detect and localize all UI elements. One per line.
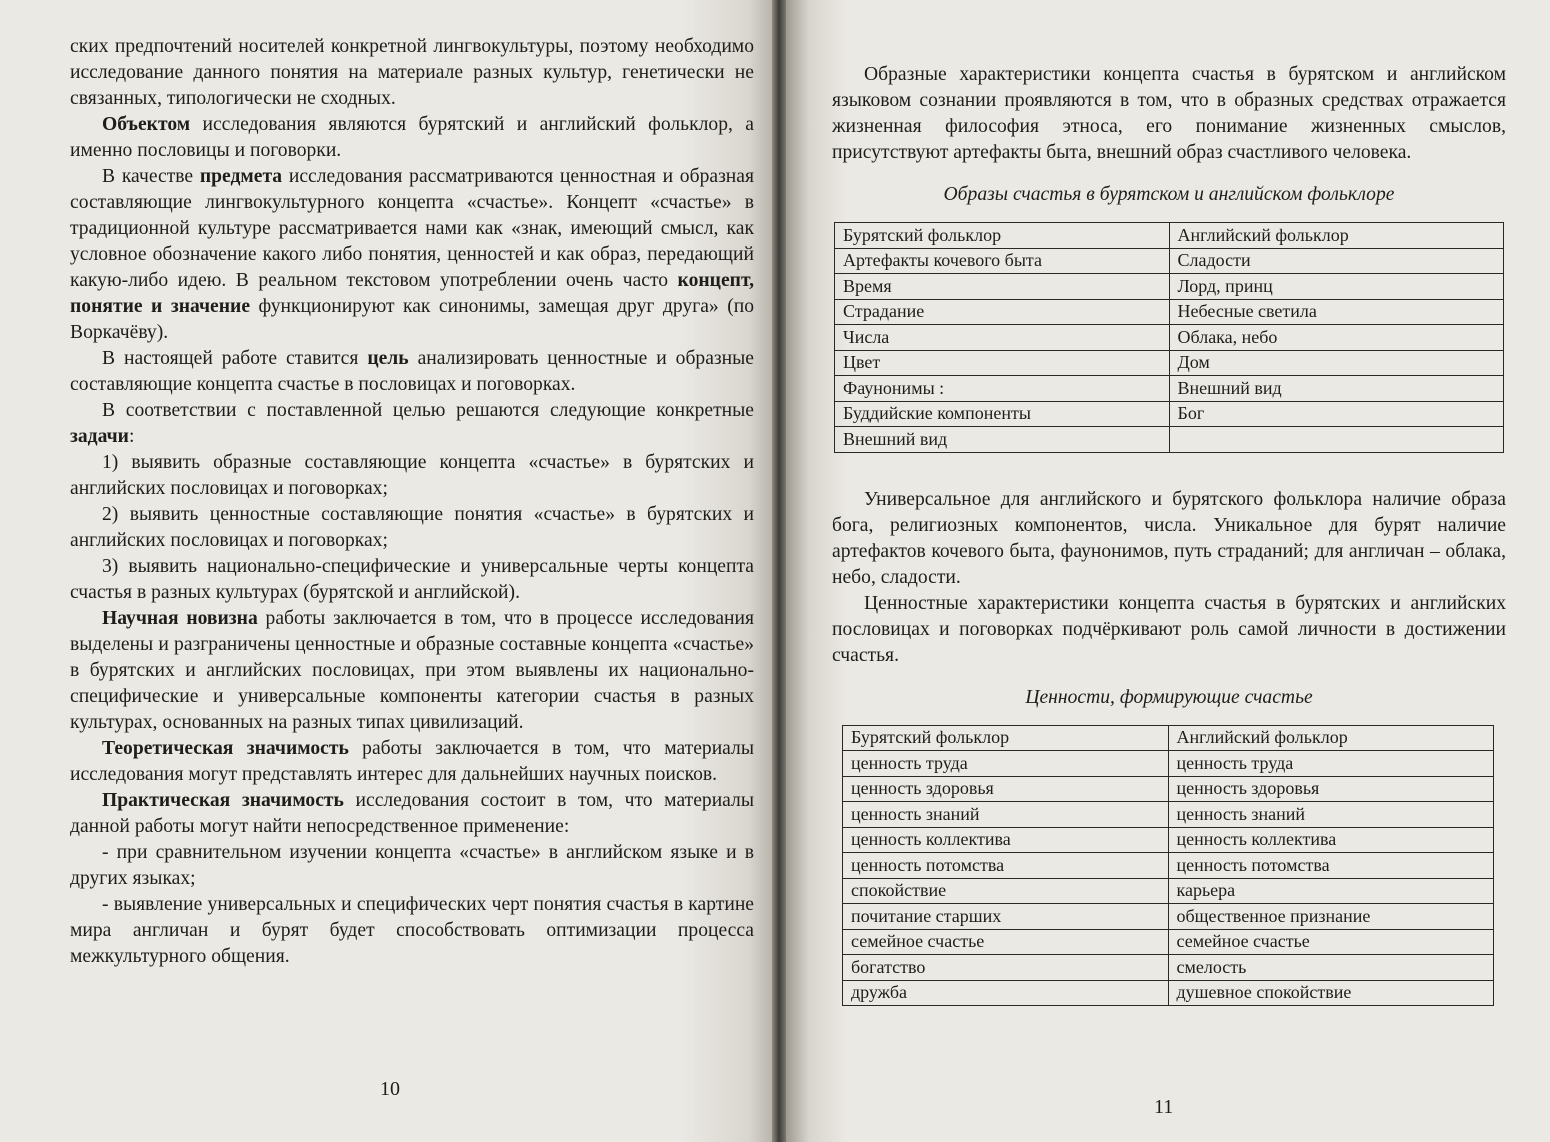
text-span: исследования состоит в том, что материалы данной работы могут найти непосредственное применение: <box>70 790 754 837</box>
text-span: ских предпочтений носителей конкретной лингвокультуры, поэтому необходимо исследование данного понятия на материале разных культур, генетически не связанных, типологически не сходных. <box>70 36 754 109</box>
bold-term: цель <box>367 348 409 369</box>
left-paragraph <box>70 736 754 788</box>
table-row <box>843 904 1494 930</box>
left-paragraph <box>70 398 754 450</box>
left-paragraph <box>70 34 754 112</box>
table-cell: Дом <box>1169 350 1504 376</box>
table1-caption: Образы счастья в бурятском и английском фольклоре <box>943 184 1395 205</box>
right-intro-paragraph: Образные характеристики концепта счастья в бурятском и английском языковом сознании проявляются в том, что в образных средствах отражается жизненная философия этноса, его понимание жизненных смыслов, присутствуют артефакты быта, внешний образ счастливого человека. <box>832 64 1506 163</box>
text-span: исследования являются бурятский и английский фольклор, а именно пословицы и поговорки. <box>70 114 754 161</box>
table-row <box>835 376 1504 402</box>
text-span: работы заключается в том, что в процессе исследования выделены и разграничены ценностные и образные составные концепта «счастье» в бурятских и английских пословицах, при этом выявлены их национально-специфические и универсальные компоненты категории счастья в разных культурах, основанных на разных типах цивилизаций. <box>70 608 754 733</box>
table-cell: ценность коллектива <box>843 827 1169 853</box>
table-row <box>843 955 1494 981</box>
table-row <box>835 223 1504 249</box>
text-span: - выявление универсальных и специфических черт понятия счастья в картине мира англичан и бурят будет способствовать оптимизации процесса межкультурного общения. <box>70 894 754 967</box>
table-cell: Фаунонимы : <box>835 376 1170 402</box>
table-row <box>835 401 1504 427</box>
table-cell: богатство <box>843 955 1169 981</box>
bold-term: предмета <box>199 166 283 187</box>
table-row <box>835 274 1504 300</box>
table-cell: Время <box>835 274 1170 300</box>
bold-term: Научная новизна <box>102 608 258 629</box>
text-span: работы заключается в том, что материалы исследования могут представлять интерес для дальнейших научных поисков. <box>70 738 754 785</box>
table-cell: почитание старших <box>843 904 1169 930</box>
text-span: 2) выявить ценностные составляющие понятия «счастье» в бурятских и английских пословицах и поговорках; <box>70 504 754 551</box>
left-paragraph <box>70 840 754 892</box>
table-row <box>843 725 1494 751</box>
table-cell: ценность знаний <box>1168 802 1494 828</box>
table-cell: Бог <box>1169 401 1504 427</box>
bold-term: Объектом <box>102 114 191 135</box>
text-span: : <box>128 426 135 447</box>
table-cell: семейное счастье <box>843 929 1169 955</box>
table-cell: Бурятский фольклор <box>835 223 1170 249</box>
table-cell: Лорд, принц <box>1169 274 1504 300</box>
table-cell: Небесные светила <box>1169 299 1504 325</box>
table-cell: семейное счастье <box>1168 929 1494 955</box>
book-gutter <box>772 0 786 1142</box>
table-cell: Цвет <box>835 350 1170 376</box>
left-paragraph <box>70 788 754 840</box>
table-cell: общественное признание <box>1168 904 1494 930</box>
bold-term: Практическая значимость <box>102 790 344 811</box>
table-cell: Английский фольклор <box>1168 725 1494 751</box>
values-of-happiness-table <box>842 725 1494 1007</box>
table-cell: ценность потомства <box>843 853 1169 879</box>
page-number-right: 11 <box>1154 1096 1174 1118</box>
table-cell: душевное спокойствие <box>1168 980 1494 1006</box>
bold-term: концепт, понятие и значение <box>70 270 754 317</box>
table-row <box>843 751 1494 777</box>
table-cell: Буддийские компоненты <box>835 401 1170 427</box>
text-span: - при сравнительном изучении концепта «счастье» в английском языке и в других языках; <box>70 842 754 889</box>
table-row <box>835 299 1504 325</box>
left-paragraph <box>70 164 754 346</box>
table-row <box>843 929 1494 955</box>
left-paragraph <box>70 606 754 736</box>
table2-caption: Ценности, формирующие счастье <box>1025 686 1313 708</box>
table-cell: ценность здоровья <box>843 776 1169 802</box>
table-cell: ценность труда <box>843 751 1169 777</box>
text-span: 1) выявить образные составляющие концепта «счастье» в бурятских и английских пословицах и поговорках; <box>70 452 754 499</box>
table-row <box>843 980 1494 1006</box>
table-cell: ценность коллектива <box>1168 827 1494 853</box>
left-paragraph <box>70 450 754 502</box>
table-row <box>843 776 1494 802</box>
table-cell: ценность потомства <box>1168 853 1494 879</box>
table-cell: Английский фольклор <box>1169 223 1504 249</box>
table-row <box>843 878 1494 904</box>
table-row <box>843 802 1494 828</box>
text-span: анализировать ценностные и образные составляющие концепта счастье в пословицах и поговорках. <box>70 348 754 395</box>
table-cell: Внешний вид <box>835 427 1170 453</box>
table-cell: Бурятский фольклор <box>843 725 1169 751</box>
text-span: В соответствии с поставленной целью решаются следующие конкретные <box>102 400 754 421</box>
text-span: В настоящей работе ставится <box>102 348 368 369</box>
table-row <box>835 427 1504 453</box>
right-paragraph-2: Универсальное для английского и бурятского фольклора наличие образа бога, религиозных компонентов, числа. Уникальное для бурят наличие артефактов кочевого быта, фаунонимов, путь страданий; для англичан – облака, небо, сладости. <box>832 488 1506 588</box>
text-span: функционируют как синонимы, замещая друг друга» (по Воркачёву). <box>70 296 755 343</box>
left-paragraph <box>70 112 754 164</box>
left-paragraph <box>70 554 754 606</box>
images-of-happiness-table <box>834 222 1504 453</box>
table-row <box>835 325 1504 351</box>
left-paragraph <box>70 502 754 554</box>
right-paragraph-3: Ценностные характеристики концепта счастья в бурятских и английских пословицах и поговорках подчёркивают роль самой личности в достижении счастья. <box>832 592 1506 666</box>
table-cell: Числа <box>835 325 1170 351</box>
table-cell: ценность труда <box>1168 751 1494 777</box>
table-cell: Внешний вид <box>1169 376 1504 402</box>
table-cell: ценность знаний <box>843 802 1169 828</box>
table-row <box>835 350 1504 376</box>
table-cell: Сладости <box>1169 248 1504 274</box>
table-cell: ценность здоровья <box>1168 776 1494 802</box>
table-row <box>843 827 1494 853</box>
page-number-left: 10 <box>380 1078 400 1100</box>
left-page-text <box>70 34 754 970</box>
left-paragraph <box>70 346 754 398</box>
table-cell: Страдание <box>835 299 1170 325</box>
text-span: исследования рассматриваются ценностная и образная составляющие лингвокультурного концепта «счастье». Концепт «счастье» в традиционной культуре рассматривается нами как «знак, имеющий смысл, как условное обозначение какого либо понятия, ценностей и как образ, передающий какую-либо идею. В реальном текстовом употреблении очень часто <box>70 166 755 291</box>
left-paragraph <box>70 892 754 970</box>
bold-term: Теоретическая значимость <box>102 738 349 759</box>
table-cell: Облака, небо <box>1169 325 1504 351</box>
table-row <box>835 248 1504 274</box>
table-cell <box>1169 427 1504 453</box>
text-span: В качестве <box>102 166 200 187</box>
table-cell: спокойствие <box>843 878 1169 904</box>
left-page <box>0 0 772 1142</box>
table-cell: дружба <box>843 980 1169 1006</box>
table-row <box>843 853 1494 879</box>
right-page <box>786 0 1550 1142</box>
bold-term: задачи <box>70 426 129 447</box>
table-cell: Артефакты кочевого быта <box>835 248 1170 274</box>
text-span: 3) выявить национально-специфические и универсальные черты концепта счастья в разных культурах (бурятской и английской). <box>70 556 754 603</box>
table-cell: смелость <box>1168 955 1494 981</box>
table-cell: карьера <box>1168 878 1494 904</box>
